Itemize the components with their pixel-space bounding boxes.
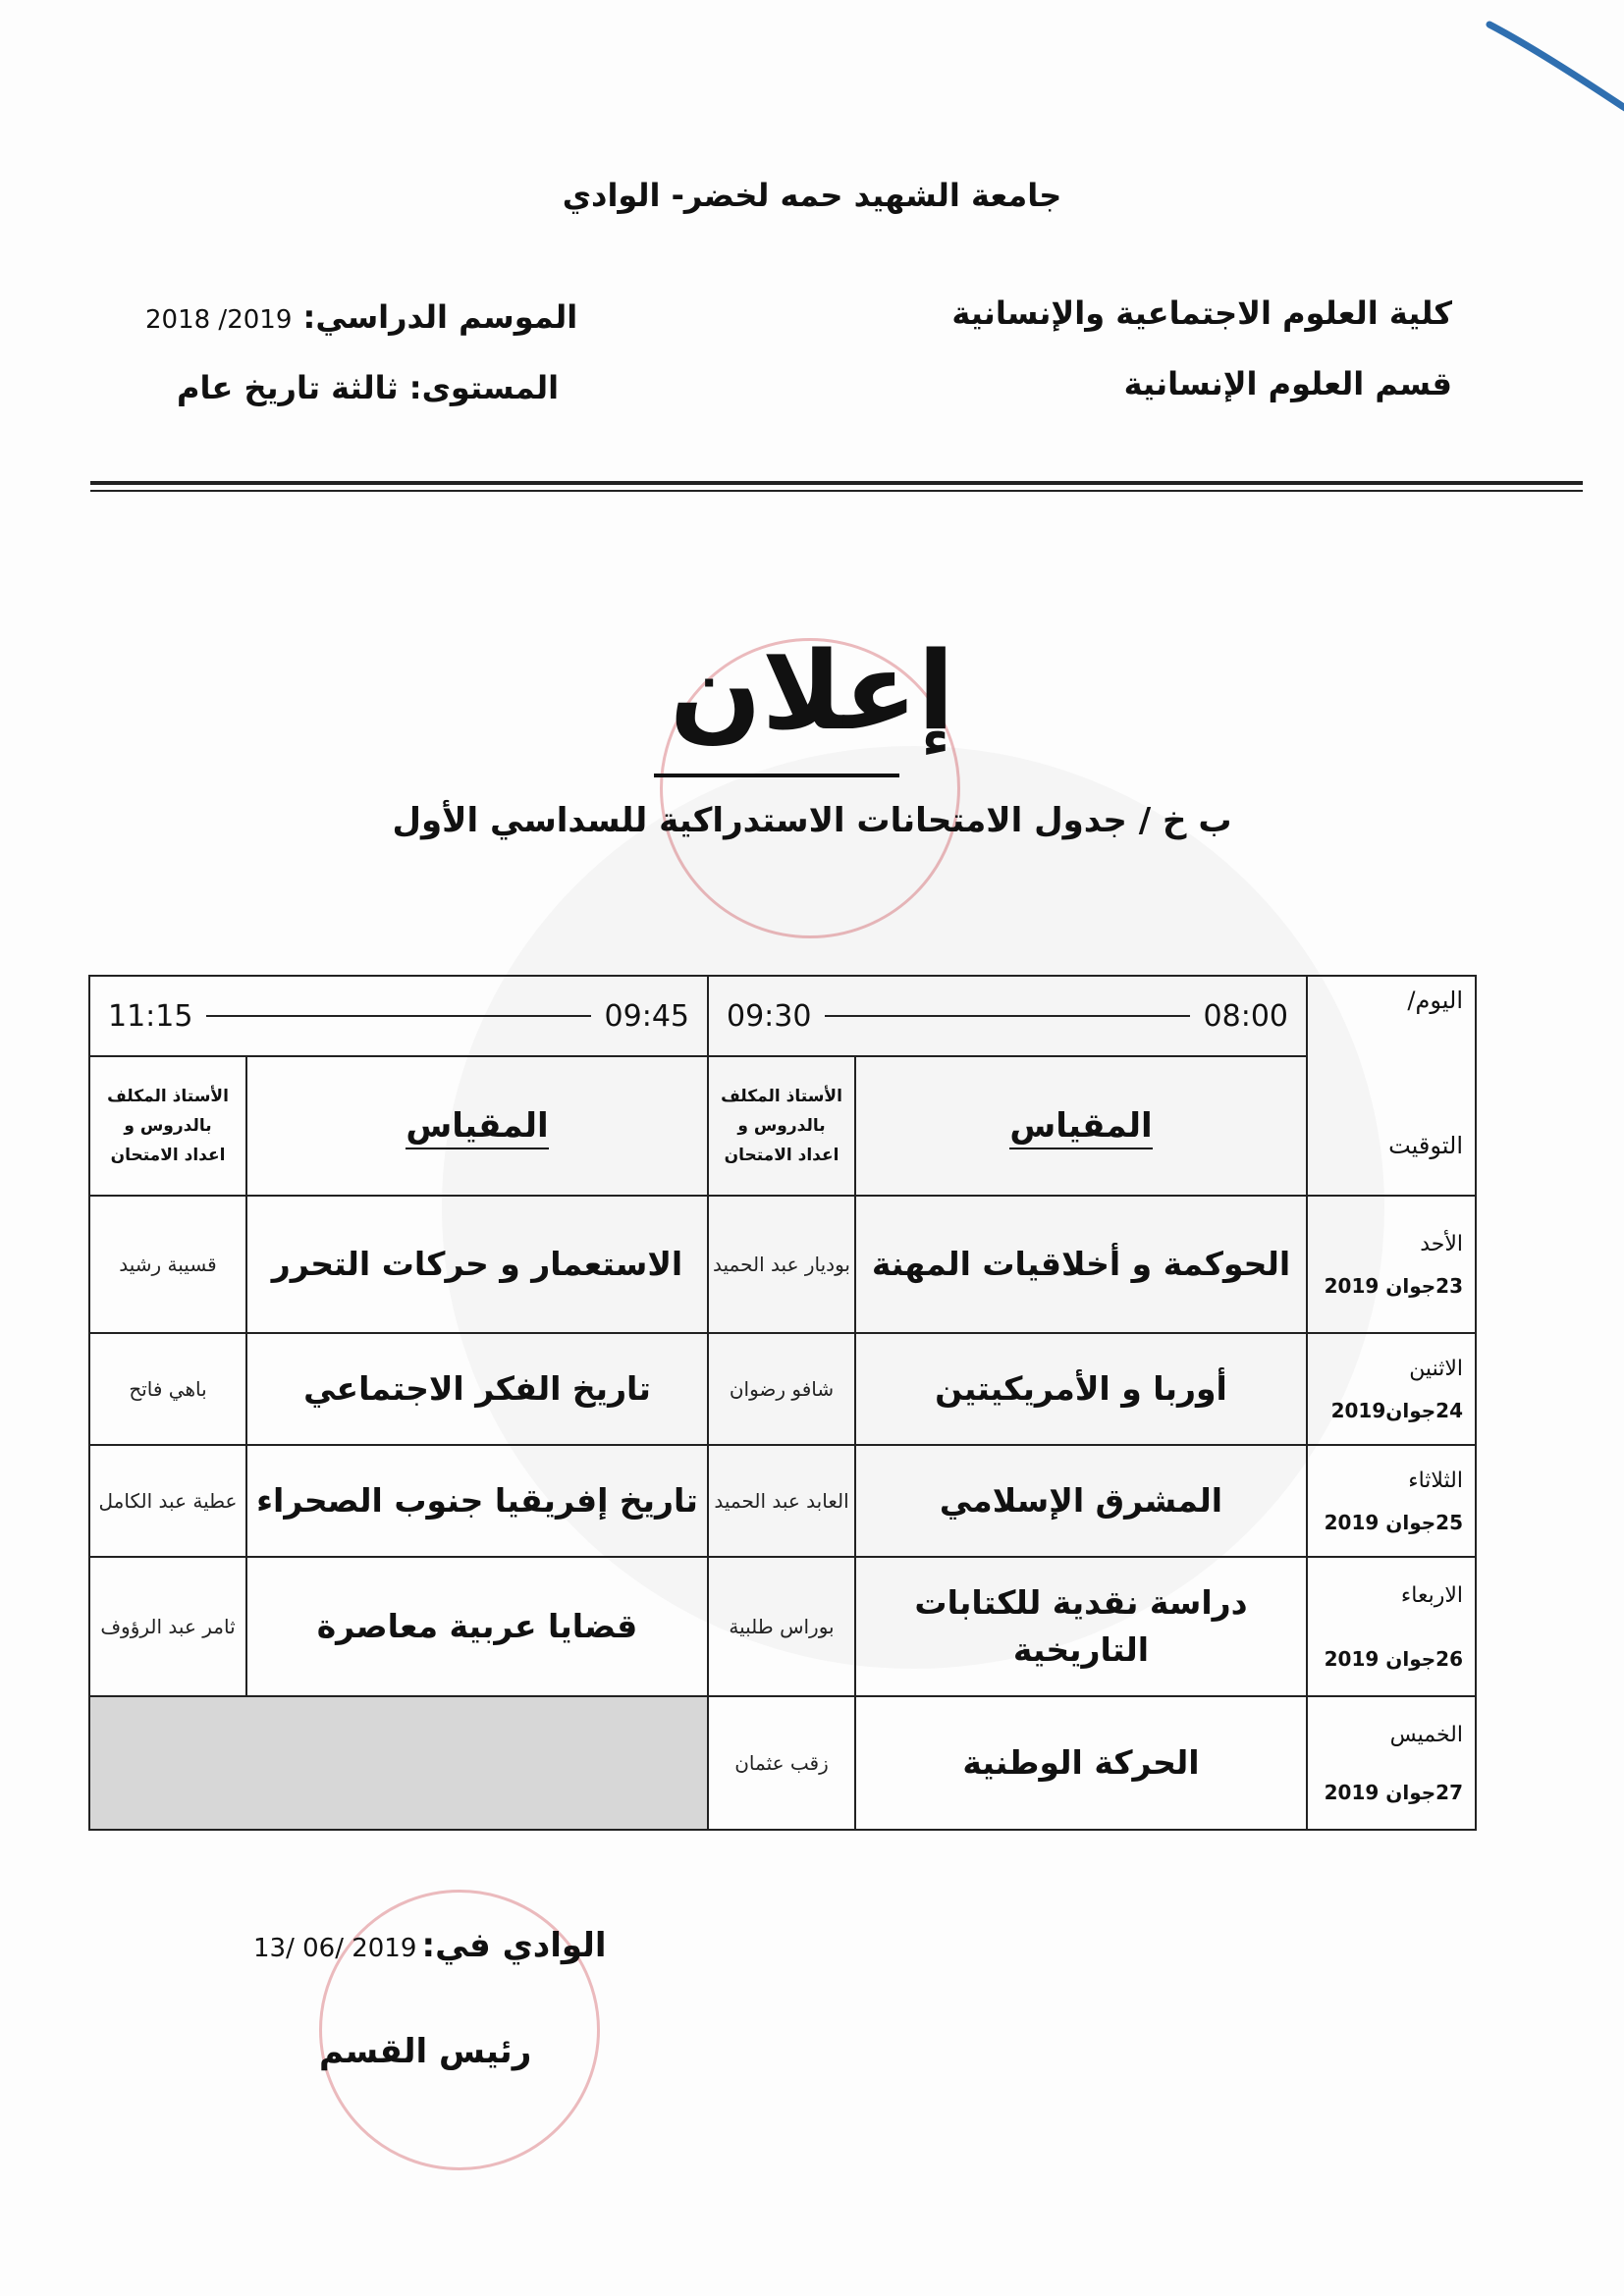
title-underline	[654, 774, 899, 777]
prof-header-line: اعداد الامتحان	[724, 1146, 839, 1165]
prof-cell: بوراس طلبية	[708, 1557, 855, 1696]
day-date: 26جوان 2019	[1324, 1646, 1463, 1671]
slot1-time	[708, 976, 1307, 1056]
prof-header-2	[89, 1056, 246, 1196]
faculty-name: كلية العلوم الاجتماعية والإنسانية	[951, 294, 1452, 332]
table-row	[89, 1196, 1476, 1333]
season-value: 2018 /2019	[145, 305, 293, 335]
day-date: 24جوان2019	[1330, 1398, 1463, 1422]
time-dash	[206, 1015, 590, 1017]
day-date: 25جوان 2019	[1324, 1510, 1463, 1534]
department-name: قسم العلوم الإنسانية	[1123, 365, 1452, 402]
prof-cell: بوديار عبد الحميد	[708, 1196, 855, 1333]
subject-header-1	[855, 1056, 1307, 1196]
announcement-subtitle: ب خ / جدول الامتحانات الاستدراكية للسداسي الأول	[392, 801, 1232, 840]
day-name: الاثنين	[1409, 1356, 1463, 1381]
footer-place-date	[253, 1926, 607, 1965]
table-row	[89, 1696, 1476, 1830]
subject-cell: الاستعمار و حركات التحرر	[246, 1196, 708, 1333]
header-divider	[90, 481, 1583, 485]
day-name: الأحد	[1420, 1231, 1463, 1256]
prof-header-line: الأستاذ المكلف	[107, 1087, 229, 1106]
level-value: ثالثة تاريخ عام	[177, 369, 399, 406]
subject-cell: قضايا عربية معاصرة	[246, 1557, 708, 1696]
season-label: الموسم الدراسي:	[302, 298, 578, 336]
day-cell	[1307, 1557, 1476, 1696]
column-header-row	[89, 1056, 1476, 1196]
header-divider-thin	[90, 490, 1583, 492]
prof-cell: شافو رضوان	[708, 1333, 855, 1445]
table-row	[89, 1445, 1476, 1557]
day-date: 23جوان 2019	[1324, 1273, 1463, 1298]
pen-mark	[1478, 10, 1624, 128]
department-head: رئيس القسم	[319, 2032, 532, 2071]
subject-cell: الحوكمة و أخلاقيات المهنة	[855, 1196, 1307, 1333]
day-date: 27جوان 2019	[1324, 1780, 1463, 1804]
announcement-title: إعلان	[669, 628, 955, 754]
subject-cell: تاريخ إفريقيا جنوب الصحراء	[246, 1445, 708, 1557]
level	[177, 369, 559, 406]
footer-place: الوادي في:	[421, 1926, 607, 1965]
day-cell	[1307, 1696, 1476, 1830]
empty-grey-cell	[89, 1696, 708, 1830]
day-header: اليوم/	[1407, 987, 1463, 1014]
prof-cell: زقب عثمان	[708, 1696, 855, 1830]
prof-header-line: الأستاذ المكلف	[721, 1087, 842, 1106]
day-name: الاربعاء	[1400, 1582, 1463, 1608]
slot1-start: 08:00	[1203, 998, 1288, 1034]
slot1-end: 09:30	[727, 998, 812, 1034]
academic-season	[145, 298, 577, 336]
day-name: الثلاثاء	[1408, 1468, 1463, 1493]
subject-cell: دراسة نقدية للكتابات التاريخية	[855, 1557, 1307, 1696]
subject-header-label: المقياس	[1009, 1106, 1152, 1149]
slot2-start: 09:45	[604, 998, 689, 1034]
day-cell	[1307, 1445, 1476, 1557]
level-label: المستوى:	[408, 369, 560, 406]
day-cell	[1307, 1333, 1476, 1445]
prof-cell: عطية عبد الكامل	[89, 1445, 246, 1557]
prof-header-1	[708, 1056, 855, 1196]
prof-header-line: بالدروس و	[124, 1116, 212, 1136]
prof-cell: العابد عبد الحميد	[708, 1445, 855, 1557]
day-timing-header	[1307, 976, 1476, 1196]
subject-header-2	[246, 1056, 708, 1196]
subject-cell: الحركة الوطنية	[855, 1696, 1307, 1830]
prof-header-line: اعداد الامتحان	[110, 1146, 226, 1165]
prof-header-line: بالدروس و	[737, 1116, 826, 1136]
subject-cell: المشرق الإسلامي	[855, 1445, 1307, 1557]
subject-cell: تاريخ الفكر الاجتماعي	[246, 1333, 708, 1445]
table-row	[89, 1333, 1476, 1445]
prof-cell: قسيبة رشيد	[89, 1196, 246, 1333]
exam-schedule-table	[88, 975, 1477, 1831]
slot2-end: 11:15	[108, 998, 193, 1034]
university-name: جامعة الشهيد حمه لخضر- الوادي	[562, 177, 1062, 214]
day-name: الخميس	[1389, 1722, 1463, 1747]
day-cell	[1307, 1196, 1476, 1333]
timing-header: التوقيت	[1388, 1132, 1463, 1159]
prof-cell: باهي فاتح	[89, 1333, 246, 1445]
subject-header-label: المقياس	[406, 1106, 548, 1149]
table-row	[89, 1557, 1476, 1696]
time-row	[89, 976, 1476, 1056]
prof-cell: ثامر عبد الرؤوف	[89, 1557, 246, 1696]
subject-cell: أوربا و الأمريكيتين	[855, 1333, 1307, 1445]
time-dash	[825, 1015, 1189, 1017]
footer-date: 13/ 06/ 2019	[253, 1934, 417, 1963]
slot2-time	[89, 976, 708, 1056]
